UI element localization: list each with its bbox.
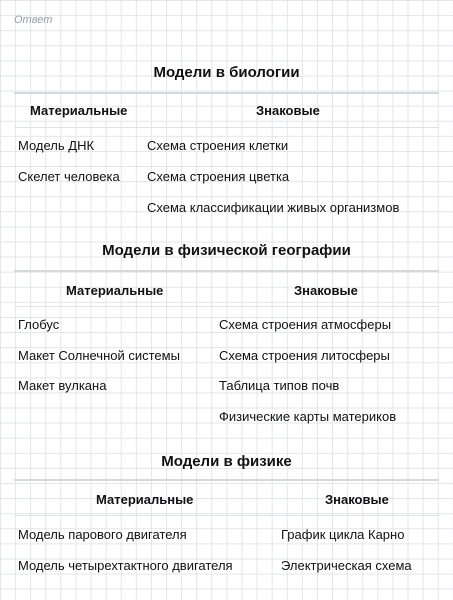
table-cell-material: Модель четырехтактного двигателя [18, 558, 233, 573]
column-header-material: Материальные [30, 103, 128, 118]
table-cell-symbolic: Схема классификации живых организмов [147, 200, 400, 215]
table-cell-symbolic: Таблица типов почв [219, 378, 340, 393]
table-top-rule [14, 270, 439, 272]
table-cell-symbolic: График цикла Карно [281, 527, 405, 542]
table-cell-symbolic: Физические карты материков [219, 409, 397, 424]
table-cell-material: Макет Солнечной системы [18, 348, 180, 363]
section-title-geography: Модели в физической географии [102, 242, 351, 259]
column-header-symbolic: Знаковые [256, 103, 320, 118]
table-cell-symbolic: Схема строения атмосферы [219, 317, 392, 332]
table-cell-material: Модель парового двигателя [18, 527, 187, 542]
table-cell-material: Скелет человека [18, 169, 120, 184]
header-rule [14, 127, 439, 128]
column-header-material: Материальные [66, 283, 164, 298]
table-cell-material: Макет вулкана [18, 378, 107, 393]
table-cell-material: Модель ДНК [18, 138, 95, 153]
column-header-symbolic: Знаковые [294, 283, 358, 298]
table-cell-symbolic: Схема строения цветка [147, 169, 290, 184]
answer-label: Ответ [14, 14, 53, 26]
table-top-rule [14, 92, 439, 94]
section-title-biology: Модели в биологии [153, 64, 300, 81]
table-cell-symbolic: Схема строения литосферы [219, 348, 390, 363]
header-rule [14, 515, 439, 516]
column-header-material: Материальные [96, 492, 194, 507]
header-rule [14, 306, 439, 307]
section-title-physics: Модели в физике [161, 453, 292, 470]
column-header-symbolic: Знаковые [325, 492, 389, 507]
table-cell-material: Глобус [18, 317, 60, 332]
table-cell-symbolic: Электрическая схема [281, 558, 412, 573]
table-top-rule [14, 479, 439, 481]
table-cell-symbolic: Схема строения клетки [147, 138, 289, 153]
